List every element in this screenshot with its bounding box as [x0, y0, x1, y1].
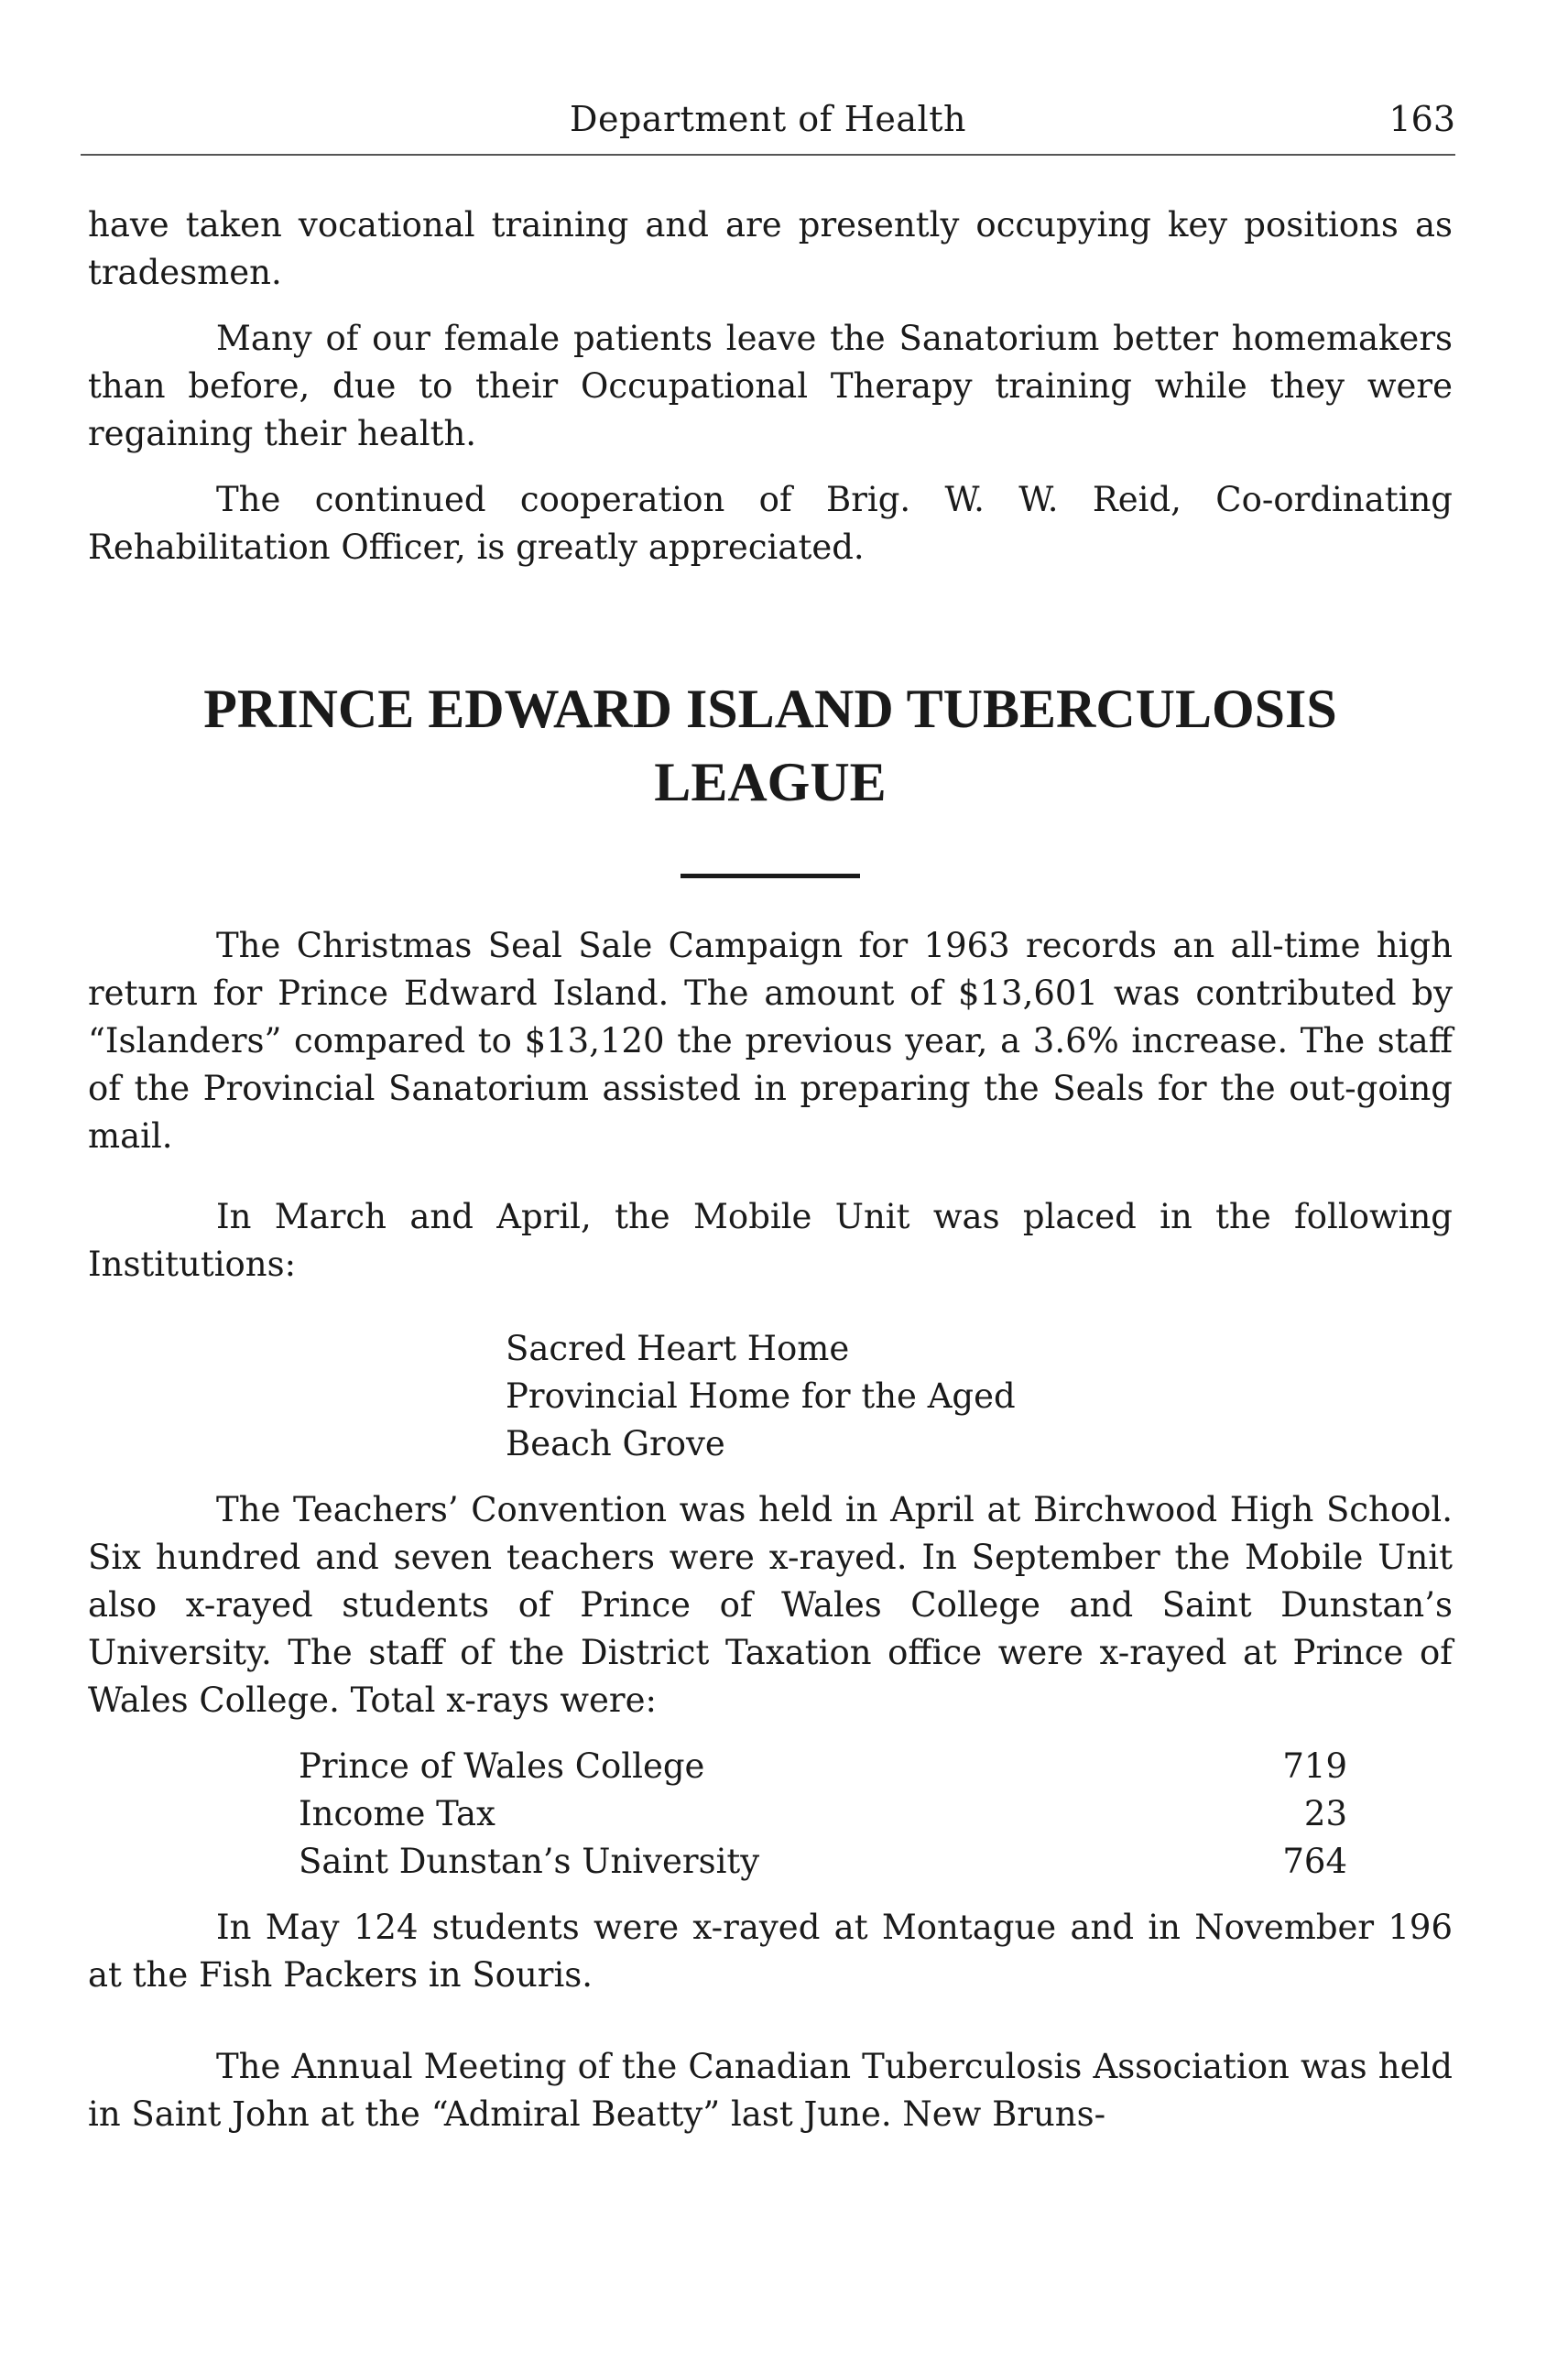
institution-list [506, 1325, 1453, 1468]
header-title: Department of Health [570, 99, 966, 139]
xray-place: Saint Dunstan’s University [299, 1842, 760, 1881]
institution-item: Beach Grove [506, 1424, 725, 1463]
heading-divider [681, 874, 860, 878]
xray-place: Prince of Wales College [299, 1746, 705, 1786]
section-heading-line2: LEAGUE [654, 752, 887, 812]
xray-totals-table [299, 1743, 1347, 1886]
paragraph-homemakers: Many of our female patients leave the Sanatorium better homemakers than before, due to their Occupational Therapy training while they were regaining their health. [88, 319, 1453, 453]
xray-count: 719 [1282, 1746, 1347, 1786]
table-row [299, 1743, 1347, 1790]
paragraph-christmas-seal: The Christmas Seal Sale Campaign for 1963 records an all-time high return for Prince Edward Island. The amount of $13,601 was contributed by “Islanders” compared to $13,120 the previous year, a 3.6% increase. The staff of the Provincial Sanatorium assisted in preparing the Seals for the out-going mail. [88, 926, 1453, 1156]
institution-item: Sacred Heart Home [506, 1329, 850, 1368]
table-row [299, 1838, 1347, 1886]
section-heading [88, 672, 1453, 819]
paragraph-montague: In May 124 students were x-rayed at Montague and in November 196 at the Fish Packers in Souris. [88, 1908, 1453, 1995]
xray-count: 23 [1303, 1794, 1347, 1833]
running-header [81, 99, 1455, 156]
institution-item: Provincial Home for the Aged [506, 1376, 1016, 1416]
paragraph-annual-meeting: The Annual Meeting of the Canadian Tuberculosis Association was held in Saint John at the “Admiral Beatty” last June. New Bruns- [88, 2047, 1453, 2134]
page-number: 163 [1388, 99, 1455, 139]
table-row [299, 1790, 1347, 1838]
paragraph-mobile-unit: In March and April, the Mobile Unit was placed in the following Institutions: [88, 1197, 1453, 1284]
paragraph-teachers-convention: The Teachers’ Convention was held in April at Birchwood High School. Six hundred and seven teachers were x-rayed. In September the Mobile Unit also x-rayed students of Prince of Wales College and Saint Dunstan’s University. The staff of the District Taxation office were x-rayed at Prince of Wales College. Total x-rays were: [88, 1490, 1453, 1720]
section-heading-line1: PRINCE EDWARD ISLAND TUBERCULOSIS [203, 679, 1337, 739]
paragraph-cooperation: The continued cooperation of Brig. W. W. Reid, Co-ordinating Rehabilitation Officer, is greatly appreciated. [88, 480, 1453, 567]
xray-place: Income Tax [299, 1794, 495, 1833]
xray-count: 764 [1282, 1842, 1347, 1881]
body-text [88, 201, 1453, 2138]
paragraph-continued: have taken vocational training and are presently occupying key positions as tradesmen. [88, 205, 1453, 292]
